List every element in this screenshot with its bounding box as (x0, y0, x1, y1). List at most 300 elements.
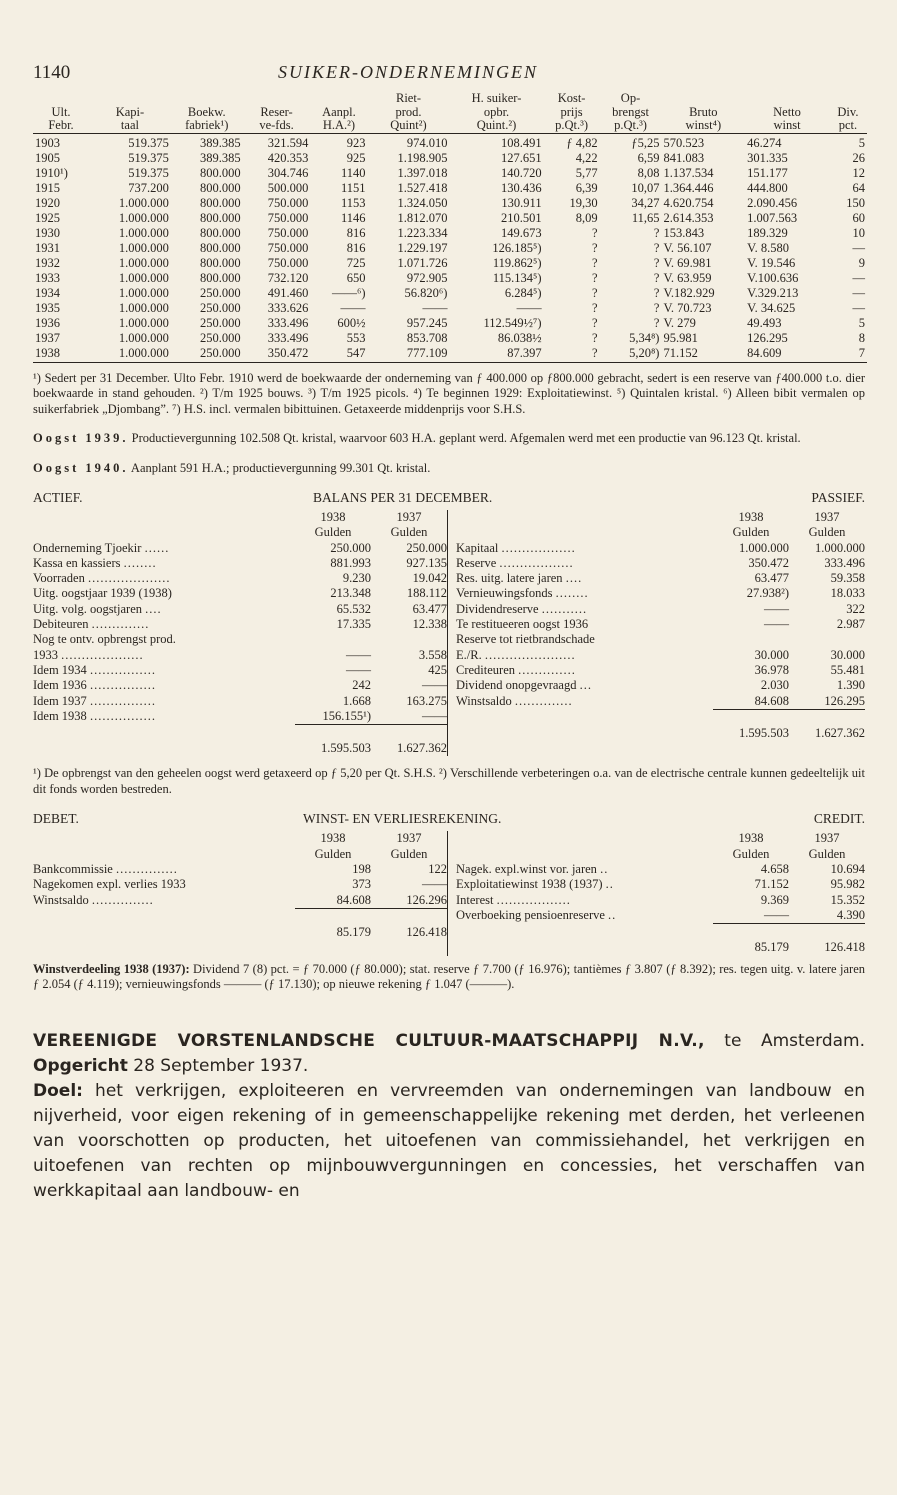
stats-cell: 250.000 (200, 330, 241, 345)
stats-cell: V. 70.723 (663, 300, 712, 315)
ledger-dots: .................... (87, 571, 171, 586)
year-header-spacer (456, 510, 713, 525)
ledger-row (456, 678, 865, 693)
ledger-label-cell (33, 877, 295, 892)
stats-cell: 4,22 (575, 150, 598, 165)
stats-cell: 301.335 (747, 150, 788, 165)
stats-cell: 130.911 (501, 195, 542, 210)
stats-cell: 5 (858, 135, 865, 150)
page-number: 1140 (33, 62, 71, 83)
stats-header-row (33, 119, 867, 133)
profit-loss-account (33, 831, 865, 955)
ledger-label-cell (33, 862, 295, 877)
ledger-dots: ................ (89, 678, 156, 693)
ledger-value-1937: —— (371, 709, 447, 725)
ledger-label: Nog te ontv. opbrengst prod. (33, 632, 176, 647)
year-1938: 1938 (320, 510, 346, 524)
ledger-row (33, 541, 447, 556)
stats-cell: ? (653, 285, 660, 300)
stats-cell: 800.000 (200, 225, 241, 240)
ledger-label: Idem 1937 (33, 693, 87, 708)
stats-cell: 1146 (340, 210, 366, 225)
stats-cell: 800.000 (200, 195, 241, 210)
stats-cell: 547 (310, 346, 367, 363)
ledger-row (456, 617, 865, 632)
ledger-value-1937 (789, 632, 865, 647)
stats-header-cell: ve-fds. (243, 119, 311, 133)
stats-cell: ? (592, 270, 598, 285)
ledger-total-row (456, 709, 865, 741)
stats-cell: —— (516, 300, 542, 315)
stats-cell: 119.862⁵) (492, 255, 542, 270)
ledger-value-1938: 84.608 (295, 893, 371, 909)
ledger-value-1937 (371, 632, 447, 647)
ledger-label: Reserve tot rietbrandschade (456, 632, 595, 647)
ledger-value-1938: 250.000 (330, 540, 371, 555)
year-1938: 1938 (738, 510, 764, 524)
ledger-label: Kassa en kassiers (33, 555, 121, 570)
year-header (33, 510, 447, 525)
ledger-dots: ........... (541, 601, 588, 616)
stats-cell: 1.000.000 (89, 346, 171, 363)
ledger-value-1937: 12.338 (412, 617, 447, 632)
ledger-value-1938: —— (764, 601, 789, 616)
stats-header-cell: p.Qt.³) (544, 119, 600, 133)
year-1937: 1937 (814, 831, 840, 846)
ledger-label: Idem 1936 (33, 678, 87, 693)
stats-cell: 1937 (35, 330, 60, 345)
stats-cell: 153.843 (663, 225, 705, 240)
ledger-total-row (33, 725, 447, 757)
unit-header (456, 525, 865, 540)
stats-cell: 127.651 (500, 150, 542, 165)
year-1938: 1938 (738, 831, 764, 846)
stats-header-cell: prod. (395, 104, 422, 119)
stats-cell: 5 (858, 315, 865, 330)
ledger-label-cell (456, 602, 713, 617)
year-1937: 1937 (396, 831, 422, 846)
stats-cell: 5,77 (575, 165, 598, 180)
ledger-value-1937: 250.000 (406, 540, 447, 555)
year-header-spacer (33, 510, 295, 525)
ledger-value-1937: 59.358 (830, 571, 865, 586)
stats-row (33, 211, 867, 226)
ledger-value-1938: 65.532 (336, 601, 371, 616)
stats-cell: ƒ5,25 (631, 135, 660, 150)
ledger-value-1938: 2.030 (760, 678, 789, 693)
stats-cell: 600½ (337, 315, 366, 330)
stats-cell: V.100.636 (747, 270, 799, 285)
ledger-value-1938: 213.348 (330, 586, 371, 601)
ledger-dots: .............. (518, 662, 576, 677)
stats-cell: 56.820⁶) (404, 285, 448, 300)
stats-cell: 9 (858, 255, 865, 270)
stats-row (33, 166, 867, 181)
stats-cell: 5,34⁸) (629, 330, 660, 345)
stats-cell: — (852, 300, 865, 315)
ledger-value-1937: —— (422, 678, 447, 693)
unit-1937: Gulden (390, 525, 428, 540)
stats-cell: 95.981 (663, 330, 698, 345)
ledger-label: Winstsaldo (456, 693, 512, 708)
stats-cell: 108.491 (500, 135, 542, 150)
unit-header (456, 847, 865, 862)
ledger-label-cell (456, 571, 713, 586)
stats-cell: — (852, 285, 865, 300)
ledger-row (456, 877, 865, 892)
ledger-dots: .................... (61, 647, 144, 662)
ledger-label-cell (33, 632, 295, 647)
stats-cell: 304.746 (267, 165, 309, 180)
ledger-value-1937: 10.694 (830, 862, 865, 877)
stats-row (33, 256, 867, 271)
unit-1938: Gulden (732, 525, 770, 540)
ledger-value-1938: —— (713, 908, 789, 924)
stats-header-cell: winst⁴) (661, 119, 745, 133)
ledger-value-1938 (713, 632, 789, 647)
stats-header-cell (89, 92, 171, 106)
profit-distribution-label: Winstverdeeling 1938 (1937): (33, 961, 190, 976)
stats-cell: 1.007.563 (747, 210, 798, 225)
ledger-label: Kapitaal (456, 540, 499, 555)
ledger-label-cell (33, 678, 295, 693)
ledger-total-1938: 1.595.503 (739, 725, 789, 740)
ledger-label-cell (33, 648, 295, 663)
ledger-label-cell (456, 632, 713, 647)
stats-cell: V. 8.580 (747, 240, 789, 255)
balance-sheet (33, 510, 865, 756)
stats-cell: 12 (852, 165, 865, 180)
ledger-total-1937: 1.627.362 (397, 741, 447, 756)
stats-cell: 26 (852, 150, 865, 165)
stats-header-cell: Febr. (33, 119, 89, 133)
unit-1938: Gulden (732, 846, 770, 861)
ledger-value-1938: —— (346, 662, 371, 677)
ledger-label-cell (33, 586, 295, 601)
stats-cell: 8,09 (575, 210, 598, 225)
pl-title: WINST- EN VERLIESREKENING. (303, 811, 502, 827)
unit-header-spacer (33, 847, 295, 862)
stats-cell: 800.000 (200, 240, 241, 255)
ledger-label: Res. uitg. latere jaren (456, 571, 563, 586)
ledger-dots: .. (605, 877, 614, 892)
harvest-1939-text: Productievergunning 102.508 Qt. kristal, waarvoor 603 H.A. geplant werd. Afgemalen werd met een productie van 96.123 Qt. kristal. (128, 431, 801, 445)
harvest-1939-label: Oogst 1939. (33, 431, 129, 445)
ledger-row (33, 602, 447, 617)
ledger-value-1938: 30.000 (754, 647, 789, 662)
ledger-row (456, 663, 865, 678)
stats-cell: 333.496 (267, 315, 309, 330)
ledger-label: 1933 (33, 647, 58, 662)
ledger-label-cell (33, 694, 295, 709)
ledger-row (33, 709, 447, 725)
ledger-label: Debiteuren (33, 617, 89, 632)
stats-cell: 1.527.418 (397, 180, 448, 195)
stats-row (33, 226, 867, 241)
ledger-dots: ............... (115, 862, 178, 877)
stats-header-row (33, 92, 867, 106)
stats-row (33, 181, 867, 196)
stats-header-cell (171, 92, 243, 106)
stats-cell: 64 (852, 180, 865, 195)
ledger-value-1938: 17.335 (336, 617, 371, 632)
stats-cell: 389.385 (200, 135, 241, 150)
stats-cell: 86.038½ (497, 330, 542, 345)
ledger-row (33, 877, 447, 892)
ledger-value-1937: 30.000 (830, 647, 865, 662)
stats-cell: 816 (346, 225, 366, 240)
ledger-label: Nagekomen expl. verlies 1933 (33, 877, 186, 892)
ledger-total-spacer (33, 725, 295, 757)
ledger-label: Uitg. volg. oogstjaren (33, 601, 143, 616)
ledger-value-1937: 188.112 (406, 586, 447, 601)
ledger-label-cell (33, 617, 295, 632)
ledger-label: Voorraden (33, 571, 85, 586)
stats-cell: 126.185⁵) (492, 240, 542, 255)
stats-cell: 1151 (340, 180, 366, 195)
stats-cell: 800.000 (200, 210, 241, 225)
stats-cell: 1.137.534 (663, 165, 714, 180)
ledger-value-1937: 4.390 (789, 908, 865, 924)
stats-cell: 71.152 (661, 346, 745, 363)
stats-cell: 1930 (35, 225, 60, 240)
stats-cell: 1.000.000 (118, 195, 169, 210)
ledger-label-cell (456, 586, 713, 601)
profit-distribution (33, 962, 865, 993)
stats-cell: 140.720 (500, 165, 542, 180)
stats-header-cell (310, 92, 367, 106)
stats-cell: 841.083 (663, 150, 705, 165)
stats-cell: 553 (346, 330, 366, 345)
stats-cell: 4.620.754 (663, 195, 714, 210)
stats-row (33, 271, 867, 286)
stats-cell: 1.000.000 (118, 270, 169, 285)
stats-header-cell: Bruto (689, 104, 718, 119)
ledger-dots: .... (145, 601, 162, 616)
stats-cell: 800.000 (200, 165, 241, 180)
ledger-row (456, 648, 865, 663)
stats-cell: 1936 (35, 315, 60, 330)
ledger-value-1937: 333.496 (824, 555, 865, 570)
stats-cell: 750.000 (267, 225, 309, 240)
ledger-label-cell (456, 556, 713, 571)
stats-cell: 1.000.000 (118, 210, 169, 225)
stats-cell: V.182.929 (663, 285, 715, 300)
ledger-row (456, 541, 865, 556)
document-page (33, 58, 865, 1204)
ledger-dots: .... (565, 571, 583, 586)
unit-1938: Gulden (314, 525, 352, 540)
stats-cell: ƒ 4,82 (566, 135, 598, 150)
year-header (456, 831, 865, 846)
company-location: te Amsterdam. (704, 1030, 865, 1051)
ledger-value-1937: 95.982 (830, 877, 865, 892)
stats-header-cell: p.Qt.³) (600, 119, 662, 133)
ledger-label: Interest (456, 892, 494, 907)
stats-cell: 1931 (35, 240, 60, 255)
ledger-value-1938: 27.938²) (746, 586, 789, 601)
stats-cell: 6,59 (637, 150, 660, 165)
stats-cell: 8,08 (637, 165, 660, 180)
stats-cell: 126.295 (747, 330, 788, 345)
unit-1937: Gulden (808, 525, 846, 540)
stats-cell: 1153 (340, 195, 366, 210)
stats-cell: 650 (346, 270, 366, 285)
stats-cell: 6,39 (575, 180, 598, 195)
stats-header-cell: Kost- (557, 91, 586, 105)
unit-1937: Gulden (390, 846, 428, 861)
stats-header-cell: Riet- (395, 91, 421, 105)
stats-cell: 115.134⁵) (492, 270, 542, 285)
stats-cell: — (852, 270, 865, 285)
stats-header-cell (243, 92, 311, 106)
company-entry (33, 1029, 865, 1204)
ledger-value-1937: 122 (428, 862, 447, 877)
ledger-value-1938: 9.369 (760, 892, 789, 907)
stats-cell: 1.071.726 (397, 255, 448, 270)
ledger-row (456, 908, 865, 924)
stats-header-cell: H. suiker- (471, 91, 522, 105)
stats-header-cell (661, 92, 745, 106)
stats-cell: V. 56.107 (663, 240, 712, 255)
balance-title: BALANS PER 31 DECEMBER. (313, 490, 493, 505)
ledger-row (456, 694, 865, 710)
stats-cell: 974.010 (406, 135, 448, 150)
ledger-value-1938: 373 (352, 877, 371, 892)
ledger-label-cell (33, 541, 295, 556)
ledger-row (33, 586, 447, 601)
stats-cell: ? (592, 300, 598, 315)
stats-cell: 957.245 (406, 315, 448, 330)
stats-header-cell: H.A.²) (310, 119, 367, 133)
stats-cell: ? (653, 270, 660, 285)
stats-cell: 321.594 (267, 135, 309, 150)
stats-cell: —— (422, 300, 448, 315)
statistics-footnotes: ¹) Sedert per 31 December. Ulto Febr. 1910 werd de boekwaarde der onderneming van ƒ 400.000 op ƒ800.000 gebracht, sedert is een reserve van ƒ400.000 t.o. dier boekwaarde in stand gehouden. ²) T/m 1925 bouws. ³) T/m 1925 picols. ⁴) Te beginnen 1929: Exploitatiewinst. ⁵) Quintalen kristal. ⁶) Alleen bibit vermalen op suikerfabriek „Djombang”. ⁷) H.S. incl. vermalen bibittuinen. Getaxeerde middenprijs voor S.H.S. (33, 370, 865, 416)
ledger-dots: ............... (91, 892, 154, 907)
unit-header (33, 525, 447, 540)
pl-heading (33, 811, 865, 831)
ledger-label-cell (456, 663, 713, 678)
debet-title: DEBET. (33, 811, 79, 827)
ledger-row (456, 893, 865, 908)
stats-header-cell: Quint²) (368, 119, 450, 133)
ledger-total-spacer (33, 908, 295, 940)
stats-cell: 1920 (35, 195, 60, 210)
stats-cell: 1.000.000 (118, 300, 169, 315)
ledger-row (456, 571, 865, 586)
stats-cell: 1915 (35, 180, 60, 195)
ledger-row (33, 571, 447, 586)
purpose-label: Doel: (33, 1080, 83, 1101)
stats-cell: 151.177 (747, 165, 788, 180)
stats-cell: ? (653, 255, 660, 270)
ledger-label: Dividend onopgevraagd (456, 678, 577, 693)
stats-cell: 10,07 (631, 180, 660, 195)
ledger-label-cell (456, 908, 713, 924)
stats-cell: 11,65 (631, 210, 660, 225)
ledger-row (456, 602, 865, 617)
ledger-label-cell (456, 648, 713, 663)
founded-text: 28 September 1937. (127, 1055, 309, 1076)
stats-cell: ? (592, 225, 598, 240)
stats-cell: 570.523 (663, 135, 705, 150)
ledger-value-1937: 1.390 (836, 678, 865, 693)
ledger-label: E./R. (456, 647, 482, 662)
ledger-dots: .. (608, 908, 617, 923)
stats-cell: 1925 (35, 210, 60, 225)
stats-cell: ? (653, 300, 660, 315)
stats-header-cell: Ult. (51, 104, 71, 119)
page-header (33, 58, 865, 92)
stats-row (33, 346, 867, 363)
stats-header-cell (33, 92, 89, 106)
stats-cell: 250.000 (200, 285, 241, 300)
stats-cell: 750.000 (267, 240, 309, 255)
ledger-label: Nagek. expl.winst vor. jaren (456, 862, 597, 877)
stats-cell: 491.460 (267, 285, 309, 300)
ledger-row (33, 678, 447, 693)
ledger-total-1937: 126.418 (824, 940, 865, 955)
stats-header-cell: Boekw. (187, 104, 226, 119)
stats-cell: V. 69.981 (663, 255, 712, 270)
year-1937: 1937 (396, 510, 422, 524)
ledger-total-1937: 126.418 (406, 924, 447, 939)
year-header-spacer (456, 831, 713, 846)
year-header (456, 510, 865, 525)
stats-cell: ? (592, 255, 598, 270)
stats-row (33, 133, 867, 151)
stats-cell: 925 (346, 150, 366, 165)
stats-cell: 519.375 (128, 135, 169, 150)
ledger-label-cell (456, 694, 713, 710)
ledger-value-1937: 126.296 (371, 893, 447, 909)
ledger-value-1937: 927.135 (406, 555, 447, 570)
ledger-label: Bankcommissie (33, 862, 113, 877)
ledger-value-1938: 198 (352, 862, 371, 877)
harvest-1939 (33, 431, 865, 447)
harvest-1940-label: Oogst 1940. (33, 460, 129, 475)
stats-cell: 1905 (35, 150, 60, 165)
passief-title: PASSIEF. (811, 490, 865, 505)
ledger-label: Winstsaldo (33, 892, 89, 907)
ledger-value-1937: 425 (428, 662, 447, 677)
stats-cell: 420.353 (267, 150, 309, 165)
stats-cell: 800.000 (200, 255, 241, 270)
stats-cell: V. 63.959 (663, 270, 712, 285)
stats-cell: ? (592, 285, 598, 300)
unit-1937: Gulden (808, 846, 846, 861)
unit-1938: Gulden (314, 846, 352, 861)
unit-header-spacer (456, 525, 713, 540)
ledger-label-cell (33, 893, 295, 909)
year-1938: 1938 (320, 831, 346, 846)
stats-cell: 84.609 (745, 346, 829, 363)
stats-cell: V.329.213 (747, 285, 799, 300)
stats-cell: 1932 (35, 255, 60, 270)
stats-cell: ——⁶) (332, 285, 366, 300)
stats-header-cell: winst (745, 119, 829, 133)
ledger-value-1938: 9.230 (342, 571, 371, 586)
ledger-row (456, 632, 865, 647)
stats-cell: 250.000 (171, 346, 243, 363)
stats-header-cell: opbr. (483, 104, 510, 119)
ledger-label: Crediteuren (456, 662, 516, 677)
stats-cell: 519.375 (128, 150, 169, 165)
stats-cell: 853.708 (406, 330, 448, 345)
stats-cell: 333.496 (267, 330, 309, 345)
ledger-value-1937: 163.275 (406, 693, 447, 708)
